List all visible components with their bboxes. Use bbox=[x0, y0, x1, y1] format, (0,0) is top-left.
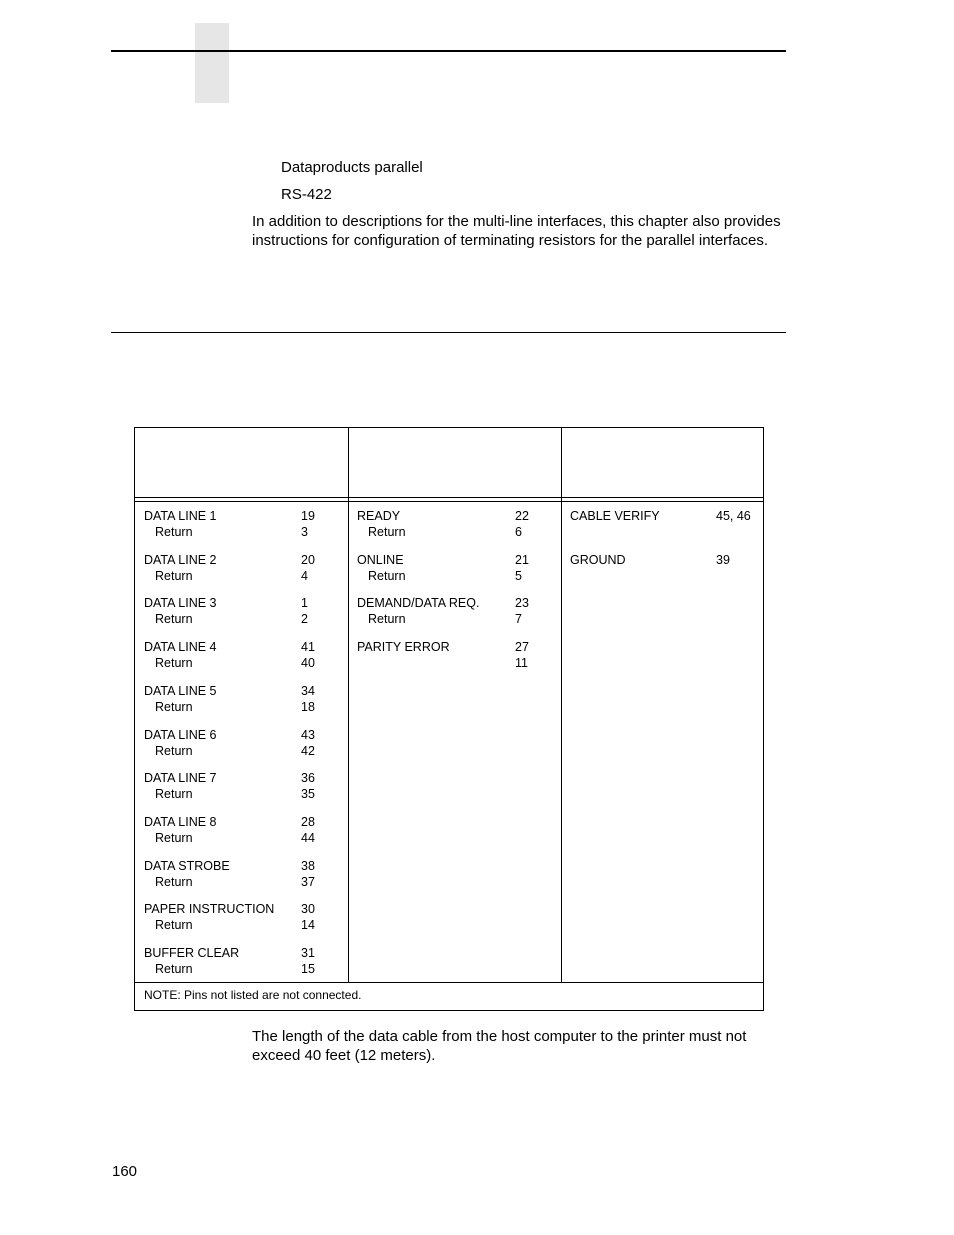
pin-row bbox=[357, 552, 575, 586]
bullet-dataproducts: Dataproducts parallel bbox=[281, 159, 423, 176]
signal-pin: 34 bbox=[301, 683, 315, 698]
cable-length-paragraph: The length of the data cable from the host computer to the printer must not exceed 40 feet (12 meters). bbox=[252, 1028, 747, 1064]
return-label: Return bbox=[155, 830, 193, 845]
signal-pin: 23 bbox=[515, 596, 529, 611]
pin-row bbox=[357, 595, 575, 629]
pin-row bbox=[357, 508, 575, 542]
return-pin: 7 bbox=[515, 612, 522, 627]
section-rule bbox=[111, 332, 786, 333]
signal-name: PAPER INSTRUCTION bbox=[144, 902, 275, 917]
signal-pin: 20 bbox=[301, 552, 315, 567]
return-pin: 42 bbox=[301, 743, 315, 758]
return-pin: 37 bbox=[301, 874, 315, 889]
return-label: Return bbox=[155, 918, 193, 933]
signal-pin: 31 bbox=[301, 946, 315, 960]
return-label: Return bbox=[155, 743, 193, 758]
return-label: Return bbox=[368, 612, 406, 627]
pin-row bbox=[144, 595, 361, 629]
signal-name: DATA LINE 7 bbox=[144, 771, 217, 786]
signal-pin: 19 bbox=[301, 509, 315, 523]
intro-paragraph: In addition to descriptions for the multi-line interfaces, this chapter also provides instructions for configuration of terminating resistors for the parallel interfaces. bbox=[252, 213, 781, 249]
return-label: Return bbox=[155, 787, 193, 802]
return-pin: 35 bbox=[301, 787, 315, 802]
note-divider bbox=[135, 982, 763, 983]
signal-name: DEMAND/DATA REQ. bbox=[357, 596, 480, 611]
return-label: Return bbox=[155, 699, 193, 714]
pin-row bbox=[144, 552, 361, 586]
return-pin: 6 bbox=[515, 525, 522, 539]
return-label: Return bbox=[368, 568, 406, 583]
return-pin: 2 bbox=[301, 612, 308, 627]
pin-row bbox=[144, 683, 361, 717]
signal-name: GROUND bbox=[570, 552, 626, 567]
chapter-tab bbox=[195, 23, 229, 103]
header-bottom-rule-1 bbox=[135, 497, 763, 498]
return-pin: 15 bbox=[301, 962, 315, 976]
pin-row bbox=[357, 639, 575, 673]
return-pin: 3 bbox=[301, 525, 308, 539]
return-pin: 5 bbox=[515, 568, 522, 583]
signal-name: DATA LINE 4 bbox=[144, 640, 217, 655]
signal-pin: 43 bbox=[301, 727, 315, 742]
signal-name: DATA STROBE bbox=[144, 858, 230, 873]
return-pin: 11 bbox=[515, 656, 528, 671]
page-number: 160 bbox=[112, 1163, 138, 1180]
return-pin: 18 bbox=[301, 699, 315, 714]
signal-name: ONLINE bbox=[357, 552, 404, 567]
signal-name: DATA LINE 8 bbox=[144, 814, 217, 829]
return-label: Return bbox=[155, 874, 193, 889]
signal-pin: 36 bbox=[301, 771, 315, 786]
return-pin: 44 bbox=[301, 830, 315, 845]
signal-name: DATA LINE 1 bbox=[144, 509, 217, 523]
signal-pin: 41 bbox=[301, 640, 315, 655]
pin-row bbox=[144, 858, 361, 892]
pin-row bbox=[570, 508, 776, 542]
signal-name: DATA LINE 6 bbox=[144, 727, 217, 742]
signal-pin: 38 bbox=[301, 858, 315, 873]
bullet-rs422: RS-422 bbox=[281, 186, 332, 203]
return-label: Return bbox=[368, 525, 406, 539]
pin-row bbox=[570, 552, 776, 586]
table-note: NOTE: Pins not listed are not connected. bbox=[144, 988, 362, 1002]
pin-row bbox=[144, 727, 361, 761]
header-bottom-rule-2 bbox=[135, 501, 763, 502]
return-label: Return bbox=[155, 568, 193, 583]
return-pin: 14 bbox=[301, 918, 315, 933]
header-rule bbox=[111, 50, 786, 52]
signal-pin: 27 bbox=[515, 640, 529, 655]
pin-row bbox=[144, 814, 361, 848]
return-label: Return bbox=[155, 525, 193, 539]
signal-name: DATA LINE 5 bbox=[144, 683, 217, 698]
signal-pin: 21 bbox=[515, 552, 529, 567]
signal-pin: 30 bbox=[301, 902, 315, 917]
pin-row bbox=[144, 770, 361, 804]
pin-row bbox=[144, 901, 361, 935]
pin-row bbox=[144, 508, 361, 542]
return-label: Return bbox=[155, 962, 193, 976]
return-pin: 4 bbox=[301, 568, 308, 583]
return-label: Return bbox=[155, 612, 193, 627]
pin-row bbox=[144, 639, 361, 673]
return-label: Return bbox=[155, 656, 193, 671]
signal-pin: 22 bbox=[515, 509, 529, 523]
signal-name: READY bbox=[357, 509, 401, 523]
signal-name: DATA LINE 2 bbox=[144, 552, 217, 567]
signal-pin: 45, 46 bbox=[716, 509, 751, 523]
signal-pin: 1 bbox=[301, 596, 308, 611]
signal-pin: 28 bbox=[301, 814, 315, 829]
signal-name: PARITY ERROR bbox=[357, 640, 450, 655]
signal-name: DATA LINE 3 bbox=[144, 596, 217, 611]
signal-pin: 39 bbox=[716, 552, 730, 567]
pin-row bbox=[144, 945, 361, 979]
signal-name: CABLE VERIFY bbox=[570, 509, 660, 523]
return-pin: 40 bbox=[301, 656, 315, 671]
signal-name: BUFFER CLEAR bbox=[144, 946, 240, 960]
pin-assignment-table bbox=[134, 427, 764, 1011]
